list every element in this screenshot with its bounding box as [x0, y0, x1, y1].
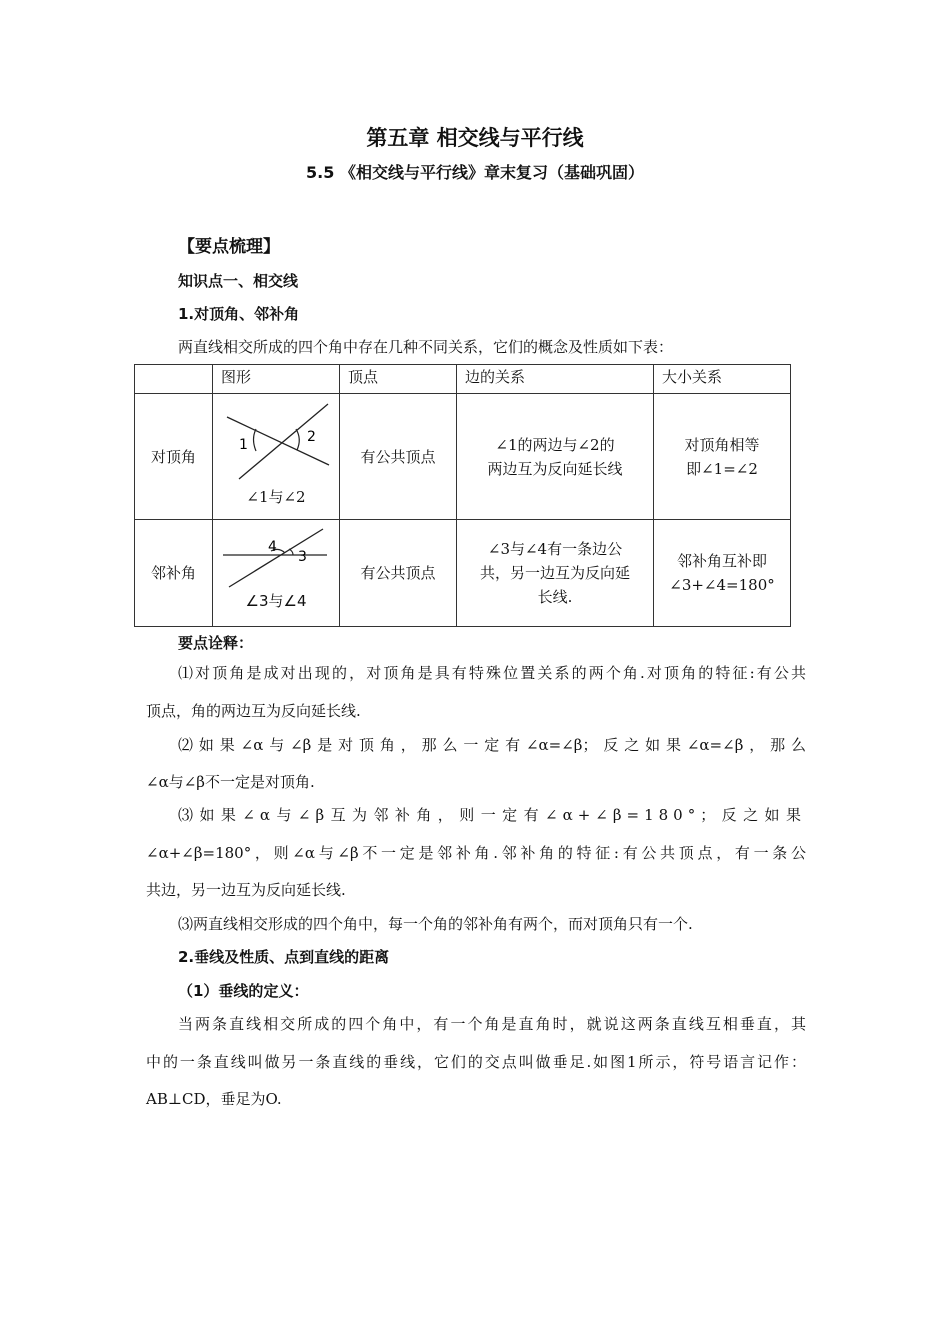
vertex-cell: 有公共顶点: [340, 520, 457, 627]
angle-2-label: 2: [307, 428, 316, 445]
angle-1-label: 1: [239, 436, 248, 453]
table-header-cell: 顶点: [340, 365, 457, 394]
edge-relation-cell: [457, 394, 654, 520]
table-header-cell: [135, 365, 213, 394]
table-row-vertical-angles: [135, 394, 791, 520]
row-name: 对顶角: [135, 394, 213, 520]
table-header-row: [135, 365, 791, 394]
figure-caption: ∠1与∠2: [246, 487, 306, 506]
edge-relation-line: 共，另一边互为反向延: [479, 564, 630, 582]
note-3-line-2: ∠α+∠β=180°，则∠α与∠β不一定是邻补角.邻补角的特征:有公共顶点，有一条公: [146, 844, 806, 862]
edge-relation-cell: [457, 520, 654, 627]
angle-3-arc: [289, 549, 293, 555]
note-2-line-1: ⑵如果∠α与∠β是对顶角，那么一定有∠α=∠β；反之如果∠α=∠β，那么: [178, 736, 806, 754]
angle-3-label: 3: [298, 549, 307, 565]
size-relation-line: 邻补角互补即: [676, 552, 767, 570]
size-relation-line: ∠3+∠4=180°: [669, 576, 775, 594]
angle-2-arc: [296, 429, 299, 450]
definition-line-1: 当两条直线相交所成的四个角中，有一个角是直角时，就说这两条直线互相垂直，其: [178, 1015, 806, 1033]
size-relation-line: 对顶角相等: [684, 435, 760, 454]
page-title: 第五章 相交线与平行线: [366, 126, 584, 150]
note-3-line-3: 共边，另一边互为反向延长线.: [146, 881, 346, 899]
vertex-cell: 有公共顶点: [340, 394, 457, 520]
table-header-cell: 大小关系: [654, 365, 791, 394]
angle-1-arc: [254, 429, 257, 451]
definition-line-3: AB⊥CD，垂足为O.: [146, 1090, 282, 1108]
edge-relation-line: 长线.: [537, 588, 573, 606]
subsection-2-1-title: （1）垂线的定义：: [178, 982, 309, 1000]
edge-relation-line: ∠3与∠4有一条边公: [487, 540, 623, 558]
figure-caption: ∠3与∠4: [245, 592, 307, 610]
note-4: ⑶两直线相交形成的四个角中，每一个角的邻补角有两个，而对顶角只有一个.: [178, 915, 693, 933]
size-relation-cell: [654, 520, 791, 627]
page-subtitle: 5.5 《相交线与平行线》章末复习（基础巩固）: [306, 163, 644, 182]
knowledge-point-1-title: 知识点一、相交线: [178, 272, 299, 290]
table-header-cell: 图形: [213, 365, 340, 394]
size-relation-line: 即∠1=∠2: [686, 459, 758, 478]
line-2: [229, 529, 323, 587]
angle-4-label: 4: [268, 539, 277, 555]
table-row-adjacent-supplementary-angles: [135, 520, 791, 627]
intro-text: 两直线相交所成的四个角中存在几种不同关系，它们的概念及性质如下表：: [178, 338, 674, 356]
note-1-line-1: ⑴对顶角是成对出现的，对顶角是具有特殊位置关系的两个角.对顶角的特征:有公共: [178, 664, 806, 682]
size-relation-cell: [654, 394, 791, 520]
subsection-1-title: 1.对顶角、邻补角: [178, 305, 300, 323]
note-2-line-2: ∠α与∠β不一定是对顶角.: [146, 773, 315, 791]
figure-cell: [213, 394, 340, 520]
note-1-line-2: 顶点，角的两边互为反向延长线.: [146, 702, 361, 720]
row-name: 邻补角: [135, 520, 213, 627]
table-header-cell: 边的关系: [457, 365, 654, 394]
note-3-line-1: ⑶如果∠α与∠β互为邻补角，则一定有∠α+∠β=180°；反之如果: [178, 806, 806, 824]
figure-cell: [213, 520, 340, 627]
section-heading: 【要点梳理】: [178, 237, 280, 257]
edge-relation-line: ∠1的两边与∠2的: [495, 435, 615, 454]
definition-line-2: 中的一条直线叫做另一条直线的垂线，它们的交点叫做垂足.如图1所示，符号语言记作：: [146, 1053, 806, 1071]
edge-relation-line: 两边互为反向延长线: [487, 459, 623, 478]
notes-title: 要点诠释：: [178, 634, 254, 652]
subsection-2-title: 2.垂线及性质、点到直线的距离: [178, 948, 390, 966]
angle-relations-table: [134, 364, 791, 627]
